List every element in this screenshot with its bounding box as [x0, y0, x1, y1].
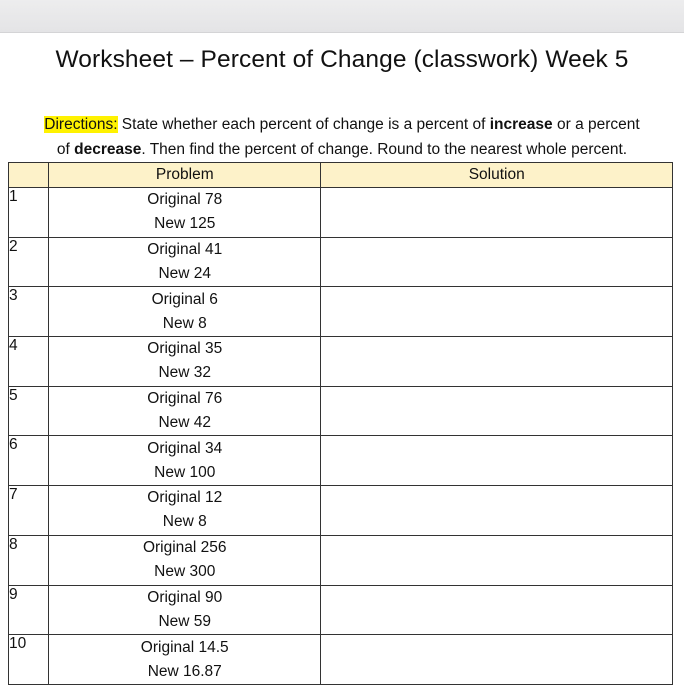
table-row [9, 486, 673, 536]
new-value: New 24 [158, 265, 212, 283]
problem-number: 10 [9, 635, 49, 685]
original-value: Original 256 [142, 539, 227, 557]
problem-cell [49, 287, 321, 337]
new-value: New 300 [154, 563, 216, 581]
solution-cell[interactable] [321, 585, 673, 635]
problem-column-header: Problem [49, 163, 321, 188]
table-header-row [9, 163, 673, 188]
problem-number: 2 [9, 237, 49, 287]
solution-column-header: Solution [321, 163, 673, 188]
problem-cell [49, 337, 321, 387]
problem-cell [49, 386, 321, 436]
problem-cell [49, 237, 321, 287]
decrease-keyword: decrease [74, 141, 142, 158]
solution-cell[interactable] [321, 635, 673, 685]
new-value: New 16.87 [147, 662, 222, 680]
solution-cell[interactable] [321, 287, 673, 337]
new-value: New 8 [162, 513, 207, 531]
problem-cell [49, 188, 321, 238]
table-row [9, 635, 673, 685]
original-value: Original 34 [147, 439, 223, 457]
solution-cell[interactable] [321, 386, 673, 436]
original-value: Original 78 [147, 191, 223, 209]
problem-cell [49, 436, 321, 486]
solution-cell[interactable] [321, 535, 673, 585]
directions-text-3: of [56, 141, 75, 158]
problem-number: 4 [9, 337, 49, 387]
new-value: New 125 [154, 215, 216, 233]
number-column-header [9, 163, 49, 188]
new-value: New 59 [158, 612, 212, 630]
original-value: Original 76 [147, 390, 223, 408]
directions-label: Directions: [44, 116, 118, 133]
directions-text-2: or a percent [552, 116, 640, 133]
solution-cell[interactable] [321, 436, 673, 486]
new-value: New 32 [158, 364, 212, 382]
table-row [9, 585, 673, 635]
original-value: Original 12 [147, 489, 223, 507]
solution-cell[interactable] [321, 337, 673, 387]
problem-cell [49, 635, 321, 685]
new-value: New 8 [162, 314, 207, 332]
problem-cell [49, 486, 321, 536]
solution-cell[interactable] [321, 486, 673, 536]
problem-cell [49, 535, 321, 585]
directions-text-1: State whether each percent of change is a percent of [117, 116, 490, 133]
problems-table [8, 162, 673, 685]
problem-number: 7 [9, 486, 49, 536]
table-row [9, 535, 673, 585]
problem-number: 8 [9, 535, 49, 585]
new-value: New 100 [154, 463, 216, 481]
table-row [9, 188, 673, 238]
increase-keyword: increase [489, 116, 553, 133]
directions-line-2 [0, 138, 684, 162]
directions-text-4: . Then find the percent of change. Round to the nearest whole percent. [141, 141, 628, 158]
problem-number: 1 [9, 188, 49, 238]
problem-cell [49, 585, 321, 635]
original-value: Original 35 [147, 340, 223, 358]
problem-number: 5 [9, 386, 49, 436]
directions-line-1 [0, 113, 684, 137]
original-value: Original 90 [147, 588, 223, 606]
original-value: Original 6 [151, 290, 218, 308]
worksheet-title: Worksheet – Percent of Change (classwork) Week 5 [55, 46, 629, 73]
solution-cell[interactable] [321, 188, 673, 238]
original-value: Original 41 [147, 241, 223, 259]
solution-cell[interactable] [321, 237, 673, 287]
table-row [9, 337, 673, 387]
viewer-top-bar [0, 0, 684, 33]
problem-number: 9 [9, 585, 49, 635]
original-value: Original 14.5 [140, 638, 229, 656]
problem-number: 3 [9, 287, 49, 337]
new-value: New 42 [158, 414, 212, 432]
table-row [9, 237, 673, 287]
table-row [9, 386, 673, 436]
table-row [9, 436, 673, 486]
table-row [9, 287, 673, 337]
problem-number: 6 [9, 436, 49, 486]
